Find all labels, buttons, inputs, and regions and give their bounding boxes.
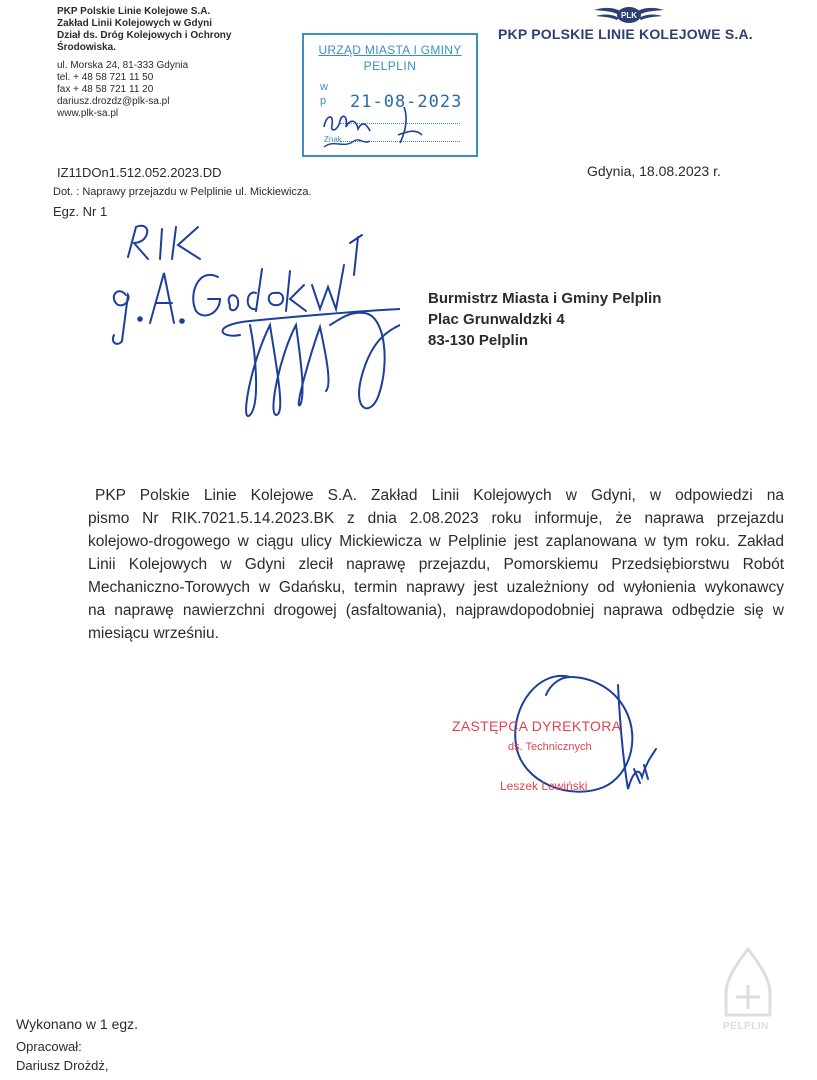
recipient-city: 83-130 Pelplin <box>428 332 529 349</box>
body-line: Linii Kolejowych w Gdyni zlecił naprawę przejazdu, Pomorskiemu Przedsiębiorstwu Robót <box>88 556 784 573</box>
sender-website: www.plk-sa.pl <box>57 108 119 119</box>
place-date: Gdynia, 18.08.2023 r. <box>587 163 721 179</box>
stamp-city: PELPLIN <box>363 59 417 73</box>
copy-number: Egz. Nr 1 <box>53 204 108 219</box>
pelplin-watermark-icon <box>718 945 778 1021</box>
received-stamp <box>302 33 478 157</box>
subject-line: Dot. : Naprawy przejazdu w Pelplinie ul. Mickiewicza. <box>53 186 312 198</box>
handwritten-annotation-signature <box>100 215 400 430</box>
sender-unit: Zakład Linii Kolejowych w Gdyni <box>57 18 213 29</box>
logo-text: PLK <box>621 11 637 20</box>
footer-prepared-label: Opracował: <box>16 1039 82 1054</box>
letter-body <box>88 484 784 645</box>
body-line: PKP Polskie Linie Kolejowe S.A. Zakład Linii Kolejowych w Gdyni, w odpowiedzi na <box>95 487 784 504</box>
body-line: na naprawę nawierzchni drogowej (asfaltowania), najprawdopodobniej naprawa odbędzie się w <box>88 602 784 619</box>
footer-copies: Wykonano w 1 egz. <box>16 1016 139 1032</box>
company-name: PKP POLSKIE LINIE KOLEJOWE S.A. <box>498 26 753 42</box>
footer-author: Dariusz Drożdż, <box>16 1058 109 1073</box>
sender-email: dariusz.drozdz@plk-sa.pl <box>57 96 170 107</box>
sender-fax: fax + 48 58 721 11 20 <box>57 84 154 95</box>
signatory-name: Leszek Lewiński <box>500 779 588 793</box>
sender-block <box>57 6 257 120</box>
stamp-office: URZĄD MIASTA I GMINY <box>318 43 462 57</box>
stamp-znak-label: Znak <box>324 135 342 144</box>
sender-street: ul. Morska 24, 81-333 Gdynia <box>57 60 189 71</box>
stamp-w-label: w <box>320 81 328 93</box>
reference-number: IZ11DOn1.512.052.2023.DD <box>57 165 222 180</box>
sender-department: Dział ds. Dróg Kolejowych i Ochrony <box>57 30 232 41</box>
signatory-title: ZASTĘPCA DYREKTORA <box>452 718 622 734</box>
sender-phone: tel. + 48 58 721 11 50 <box>57 72 154 83</box>
body-line: pismo Nr RIK.7021.5.14.2023.BK z dnia 2.08.2023 roku informuje, że naprawa przejazdu <box>88 510 784 527</box>
body-line: Mechaniczno-Torowych w Gdańsku, termin naprawy jest uzależniony od wyłonienia wykonawcy <box>88 579 784 596</box>
recipient-street: Plac Grunwaldzki 4 <box>428 311 565 328</box>
stamp-p-label: p <box>320 95 327 107</box>
recipient-address <box>428 288 661 351</box>
body-line: kolejowo-drogowego w ciągu ulicy Mickiewicza w Pelplinie jest zaplanowana w tym roku. Zakład <box>88 533 784 550</box>
body-line: miesiącu wrześniu. <box>88 625 219 642</box>
stamp-date: 21-08-2023 <box>350 92 463 112</box>
sender-name: PKP Polskie Linie Kolejowe S.A. <box>57 6 211 17</box>
recipient-name: Burmistrz Miasta i Gminy Pelplin <box>428 290 662 307</box>
signatory-subtitle: ds. Technicznych <box>508 741 592 753</box>
watermark-text: PELPLIN <box>723 1021 769 1032</box>
stamp-handwritten-mark <box>304 35 476 155</box>
sender-department-cont: Środowiska. <box>57 42 116 53</box>
